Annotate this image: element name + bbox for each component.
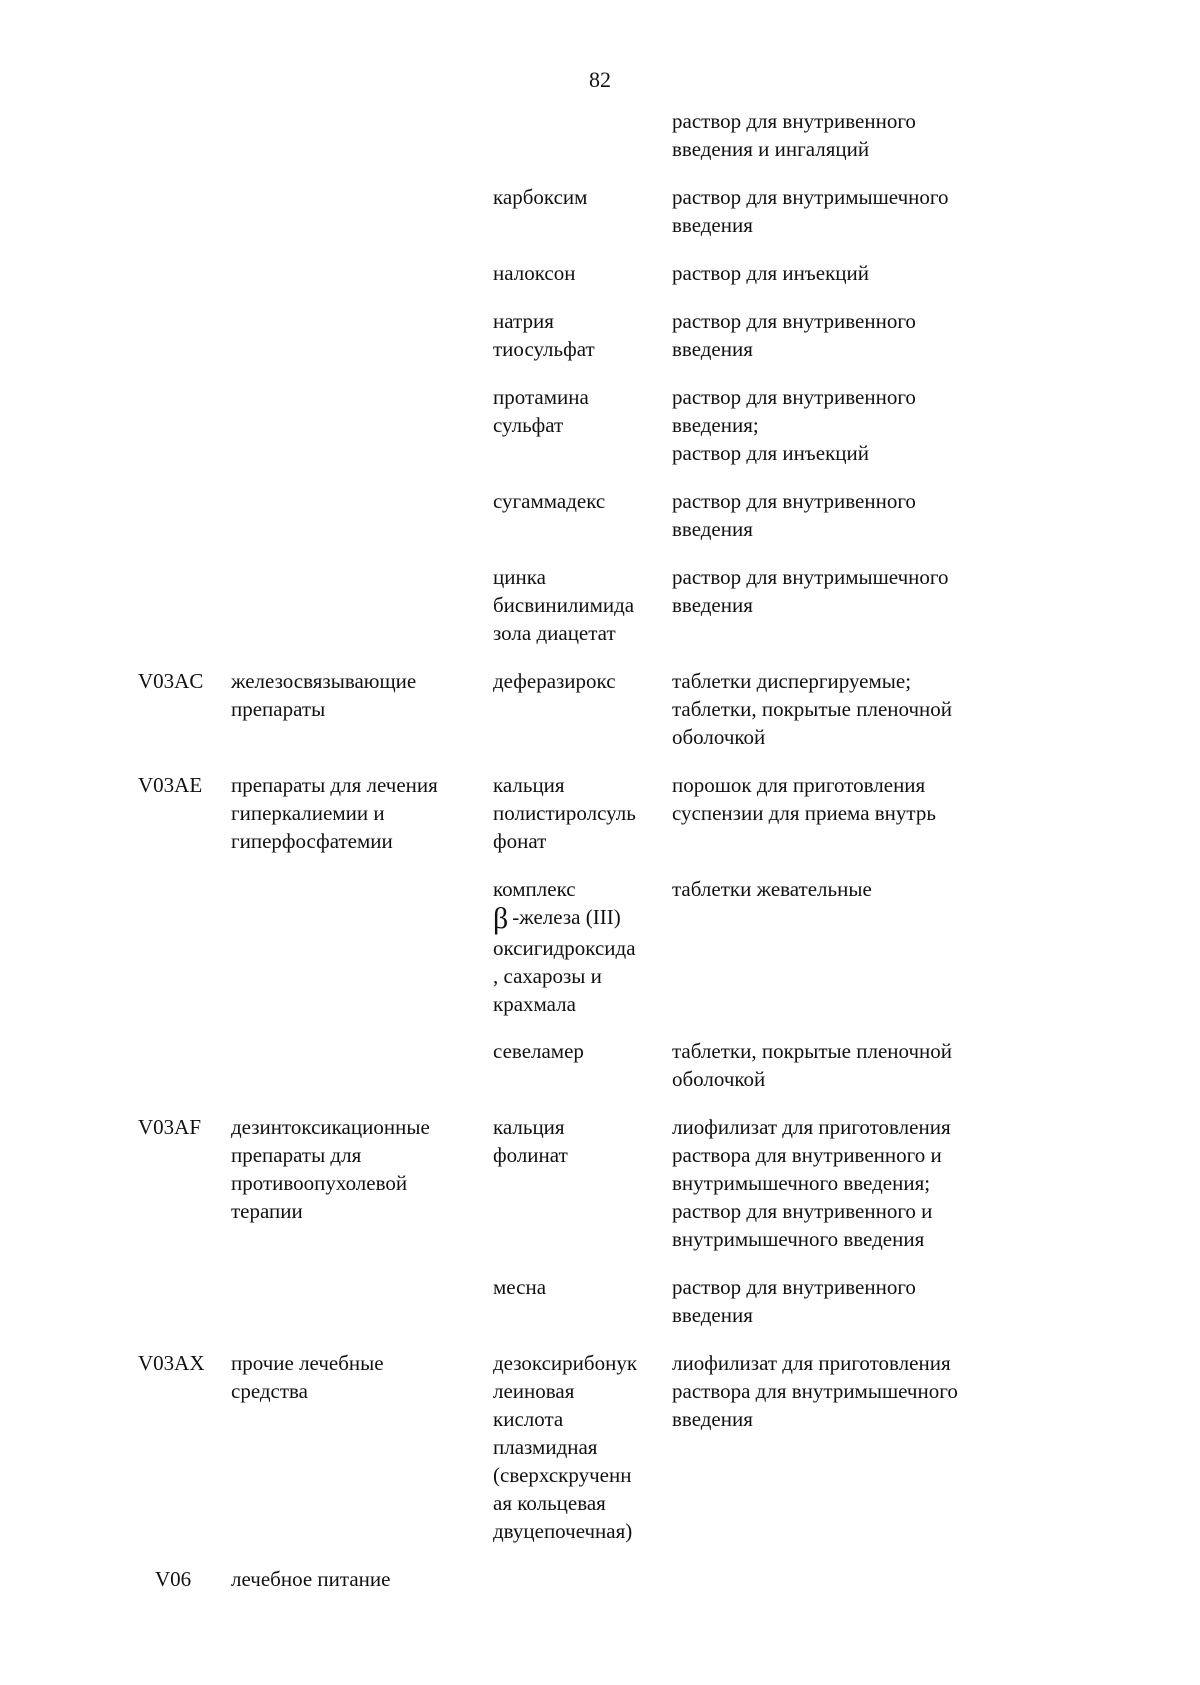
- dosage-form: таблетки жевательные: [672, 877, 872, 901]
- dosage-form: раствор для внутривенного введения: [672, 309, 916, 361]
- dosage-form: лиофилизат для приготовления раствора для внутривенного и внутримышечного введения; раствор для внутривенного и внутримышечного введения: [672, 1115, 951, 1251]
- drug-name-rest: -железа (III) оксигидроксида , сахарозы и крахмала: [493, 905, 636, 1016]
- drug-name: протамина сульфат: [493, 385, 589, 437]
- atc-group-name: прочие лечебные средства: [231, 1351, 384, 1403]
- atc-code: V03AC: [138, 669, 204, 693]
- atc-code: V03AX: [138, 1351, 205, 1375]
- drug-name: сугаммадекс: [493, 489, 606, 513]
- atc-group-name: железосвязывающие препараты: [231, 669, 417, 721]
- atc-group-name: препараты для лечения гиперкалиемии и гиперфосфатемии: [231, 773, 438, 853]
- table-row: [0, 563, 1200, 647]
- table-row: [0, 667, 1200, 751]
- atc-group-name: лечебное питание: [231, 1567, 391, 1591]
- drug-name: натрия тиосульфат: [493, 309, 595, 361]
- drug-table: [0, 107, 1200, 1613]
- dosage-form: раствор для внутримышечного введения: [672, 565, 949, 617]
- table-row: [0, 259, 1200, 287]
- page-number: 82: [589, 67, 611, 92]
- drug-name: кальция фолинат: [493, 1115, 568, 1167]
- dosage-form: раствор для внутримышечного введения: [672, 185, 949, 237]
- drug-name: деферазирокс: [493, 669, 616, 693]
- drug-name: месна: [493, 1275, 547, 1299]
- dosage-form: раствор для внутривенного введения: [672, 1275, 916, 1327]
- dosage-form: таблетки диспергируемые; таблетки, покрытые пленочной оболочкой: [672, 669, 953, 749]
- atc-group-name: дезинтоксикационные препараты для противоопухолевой терапии: [231, 1115, 430, 1223]
- dosage-form: раствор для внутривенного введения и ингаляций: [672, 109, 916, 161]
- table-row: [0, 1273, 1200, 1329]
- drug-name-part: комплекс: [493, 877, 576, 901]
- drug-name: карбоксим: [493, 185, 588, 209]
- dosage-form: раствор для инъекций: [672, 261, 869, 285]
- drug-name: налоксон: [493, 261, 576, 285]
- table-row: [0, 307, 1200, 363]
- drug-name: [493, 875, 668, 1018]
- table-row: [0, 771, 1200, 855]
- drug-name: дезоксирибонук леиновая кислота плазмидная (сверхскрученн ая кольцевая двуцепочечная): [493, 1351, 638, 1543]
- table-row: [0, 383, 1200, 467]
- dosage-form: раствор для внутривенного введения; раствор для инъекций: [672, 385, 916, 465]
- atc-code: V03AE: [138, 773, 203, 797]
- dosage-form: таблетки, покрытые пленочной оболочкой: [672, 1039, 953, 1091]
- table-row: [0, 1113, 1200, 1253]
- table-row: [0, 487, 1200, 543]
- dosage-form: раствор для внутривенного введения: [672, 489, 916, 541]
- drug-name: севеламер: [493, 1039, 584, 1063]
- table-row: [0, 183, 1200, 239]
- dosage-form: порошок для приготовления суспензии для приема внутрь: [672, 773, 936, 825]
- table-row: [0, 1565, 1200, 1593]
- table-row: [0, 107, 1200, 163]
- atc-code: V03AF: [138, 1115, 202, 1139]
- table-row: [0, 875, 1200, 1017]
- atc-code: V06: [155, 1567, 192, 1591]
- table-row: [0, 1037, 1200, 1093]
- table-row: [0, 1349, 1200, 1545]
- drug-name: цинка бисвинилимида зола диацетат: [493, 565, 635, 645]
- dosage-form: лиофилизат для приготовления раствора для внутримышечного введения: [672, 1351, 958, 1431]
- drug-name: кальция полистиролсуль фонат: [493, 773, 636, 853]
- beta-symbol: β: [493, 902, 509, 935]
